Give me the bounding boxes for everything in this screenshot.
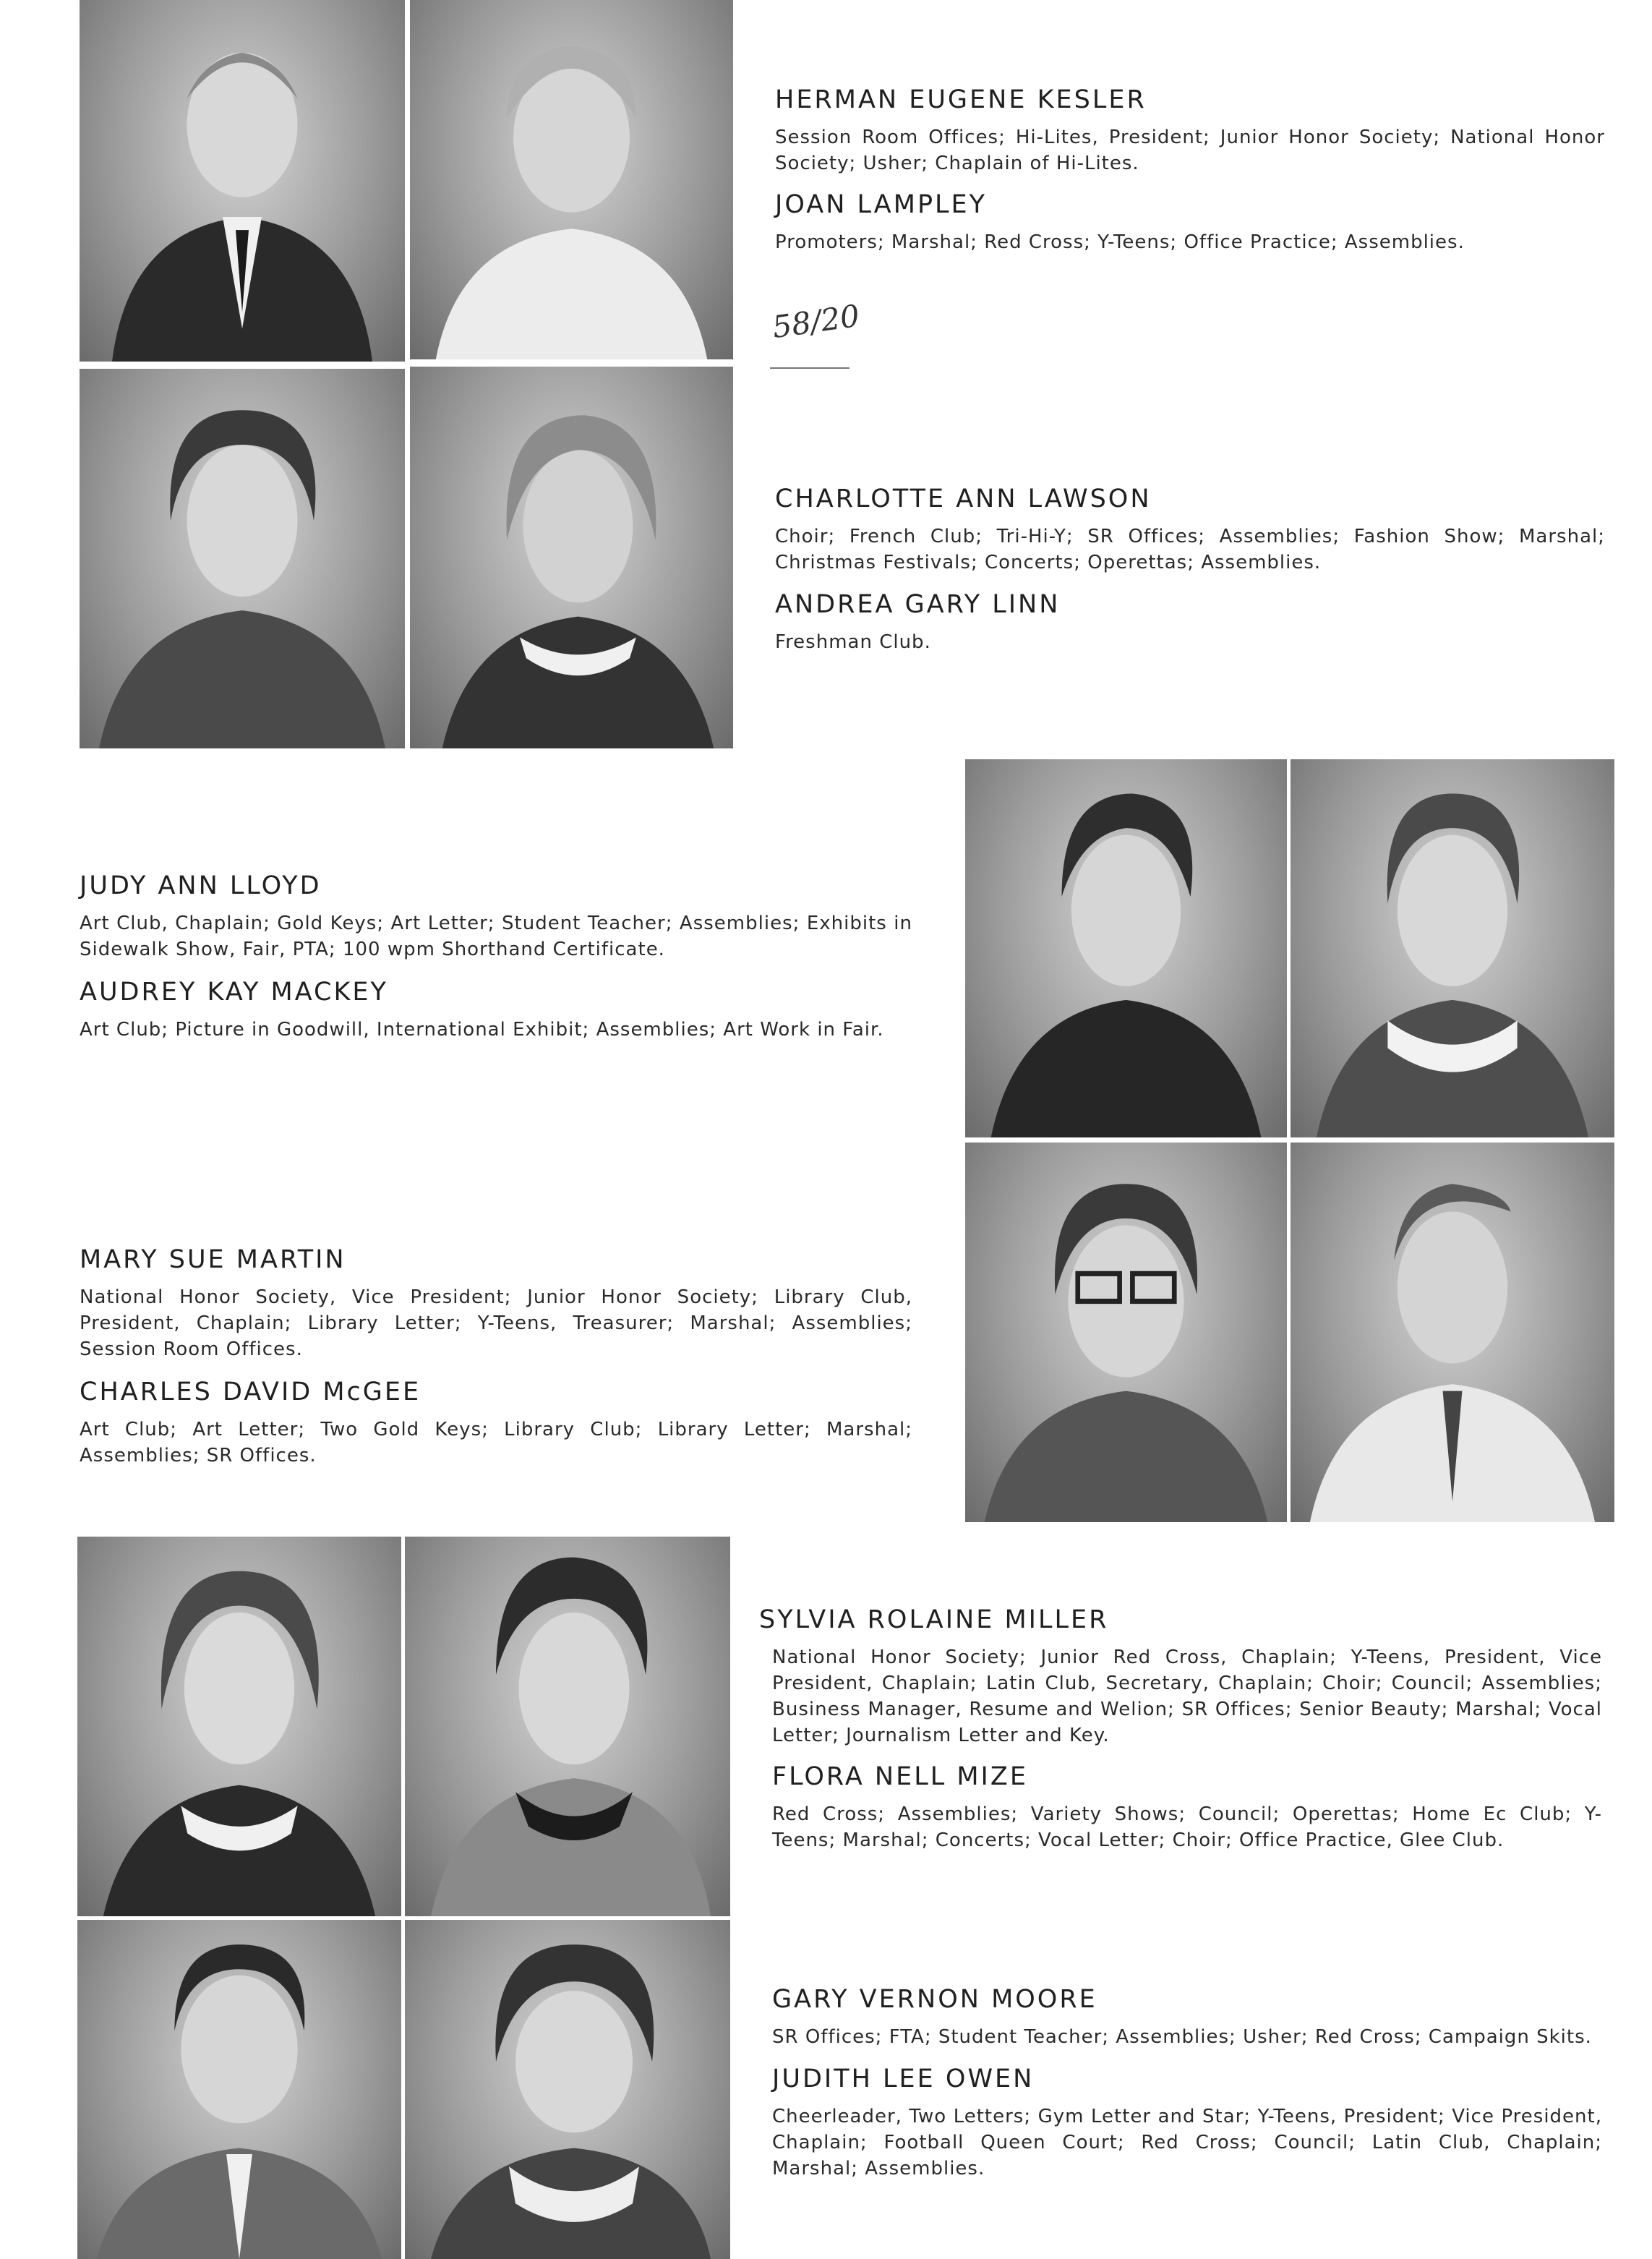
entry-miller bbox=[759, 1605, 1602, 1748]
student-name: CHARLOTTE ANN LAWSON bbox=[775, 484, 1152, 513]
student-activities: National Honor Society; Junior Red Cross, Chaplain; Y-Teens, President, Vice President, Chaplain; Latin Club, Secretary, Chaplain; Choir; Council; Assemblies; Business Manager, Resume and Welion; SR Offices; Senior Beauty; Marshal; Vocal Letter; Journalism Letter and Key. bbox=[772, 1647, 1602, 1746]
student-activities: Freshman Club. bbox=[775, 631, 931, 653]
student-activities: Choir; French Club; Tri-Hi-Y; SR Offices; Assemblies; Fashion Show; Marshal; Christmas Festivals; Concerts; Operettas; Assemblies. bbox=[775, 526, 1605, 573]
student-activities: Art Club, Chaplain; Gold Keys; Art Letter; Student Teacher; Assemblies; Exhibits in Sidewalk Show, Fair, PTA; 100 wpm Shorthand Certificate. bbox=[80, 913, 912, 960]
student-name: AUDREY KAY MACKEY bbox=[80, 978, 388, 1007]
portrait-photo-moore bbox=[77, 1920, 401, 2259]
student-name: JUDY ANN LLOYD bbox=[80, 871, 322, 900]
annotation-underline bbox=[770, 367, 849, 369]
student-name: MARY SUE MARTIN bbox=[80, 1245, 346, 1274]
portrait-photo-lampley bbox=[410, 0, 733, 359]
student-name: HERMAN EUGENE KESLER bbox=[775, 85, 1147, 114]
portrait-photo-owen bbox=[405, 1920, 730, 2259]
student-activities: Art Club; Picture in Goodwill, International Exhibit; Assemblies; Art Work in Fair. bbox=[80, 1019, 884, 1041]
portrait-photo-lloyd bbox=[965, 759, 1287, 1137]
entry-lampley bbox=[775, 190, 1605, 255]
student-name: JUDITH LEE OWEN bbox=[772, 2064, 1035, 2093]
portrait-photo-lawson bbox=[80, 369, 405, 748]
entry-lloyd bbox=[80, 871, 912, 962]
entry-mcgee bbox=[80, 1378, 912, 1469]
portrait-photo-mcgee bbox=[1291, 1143, 1614, 1522]
portrait-photo-mackey bbox=[1291, 759, 1614, 1137]
portrait-photo-linn bbox=[410, 367, 733, 748]
portrait-photo-martin bbox=[965, 1143, 1287, 1522]
entry-kesler bbox=[775, 85, 1605, 176]
portrait-photo-miller bbox=[77, 1537, 401, 1916]
student-activities: Cheerleader, Two Letters; Gym Letter and Star; Y-Teens, President; Vice President, Chaplain; Football Queen Court; Red Cross; Council; Latin Club, Chaplain; Marshal; Assemblies. bbox=[772, 2106, 1602, 2179]
student-name: SYLVIA ROLAINE MILLER bbox=[759, 1605, 1109, 1634]
student-activities: Red Cross; Assemblies; Variety Shows; Council; Operettas; Home Ec Club; Y-Teens; Marshal; Concerts; Vocal Letter; Choir; Office Practice, Glee Club. bbox=[772, 1803, 1602, 1851]
student-name: FLORA NELL MIZE bbox=[772, 1762, 1028, 1791]
portrait-photo-mize bbox=[405, 1537, 730, 1916]
student-name: GARY VERNON MOORE bbox=[772, 1985, 1097, 2014]
student-activities: Art Club; Art Letter; Two Gold Keys; Library Club; Library Letter; Marshal; Assemblies; SR Offices. bbox=[80, 1419, 912, 1466]
entry-lawson bbox=[775, 484, 1605, 576]
portrait-photo-kesler bbox=[80, 0, 405, 362]
entry-martin bbox=[80, 1245, 912, 1362]
student-name: JOAN LAMPLEY bbox=[775, 190, 988, 219]
entry-linn bbox=[775, 590, 1605, 655]
student-name: CHARLES DAVID McGEE bbox=[80, 1378, 421, 1406]
student-activities: Promoters; Marshal; Red Cross; Y-Teens; Office Practice; Assemblies. bbox=[775, 231, 1465, 253]
entry-owen bbox=[772, 2064, 1602, 2182]
student-activities: National Honor Society, Vice President; Junior Honor Society; Library Club, President, Chaplain; Library Letter; Y-Teens, Treasurer; Marshal; Assemblies; Session Room Offices. bbox=[80, 1286, 912, 1360]
entry-mackey bbox=[80, 978, 912, 1043]
handwritten-annotation: 58/20 bbox=[770, 297, 862, 346]
student-activities: SR Offices; FTA; Student Teacher; Assemblies; Usher; Red Cross; Campaign Skits. bbox=[772, 2026, 1592, 2048]
entry-moore bbox=[772, 1985, 1602, 2050]
student-activities: Session Room Offices; Hi-Lites, President; Junior Honor Society; National Honor Society; Usher; Chaplain of Hi-Lites. bbox=[775, 127, 1605, 174]
student-name: ANDREA GARY LINN bbox=[775, 590, 1061, 619]
entry-mize bbox=[772, 1762, 1602, 1853]
